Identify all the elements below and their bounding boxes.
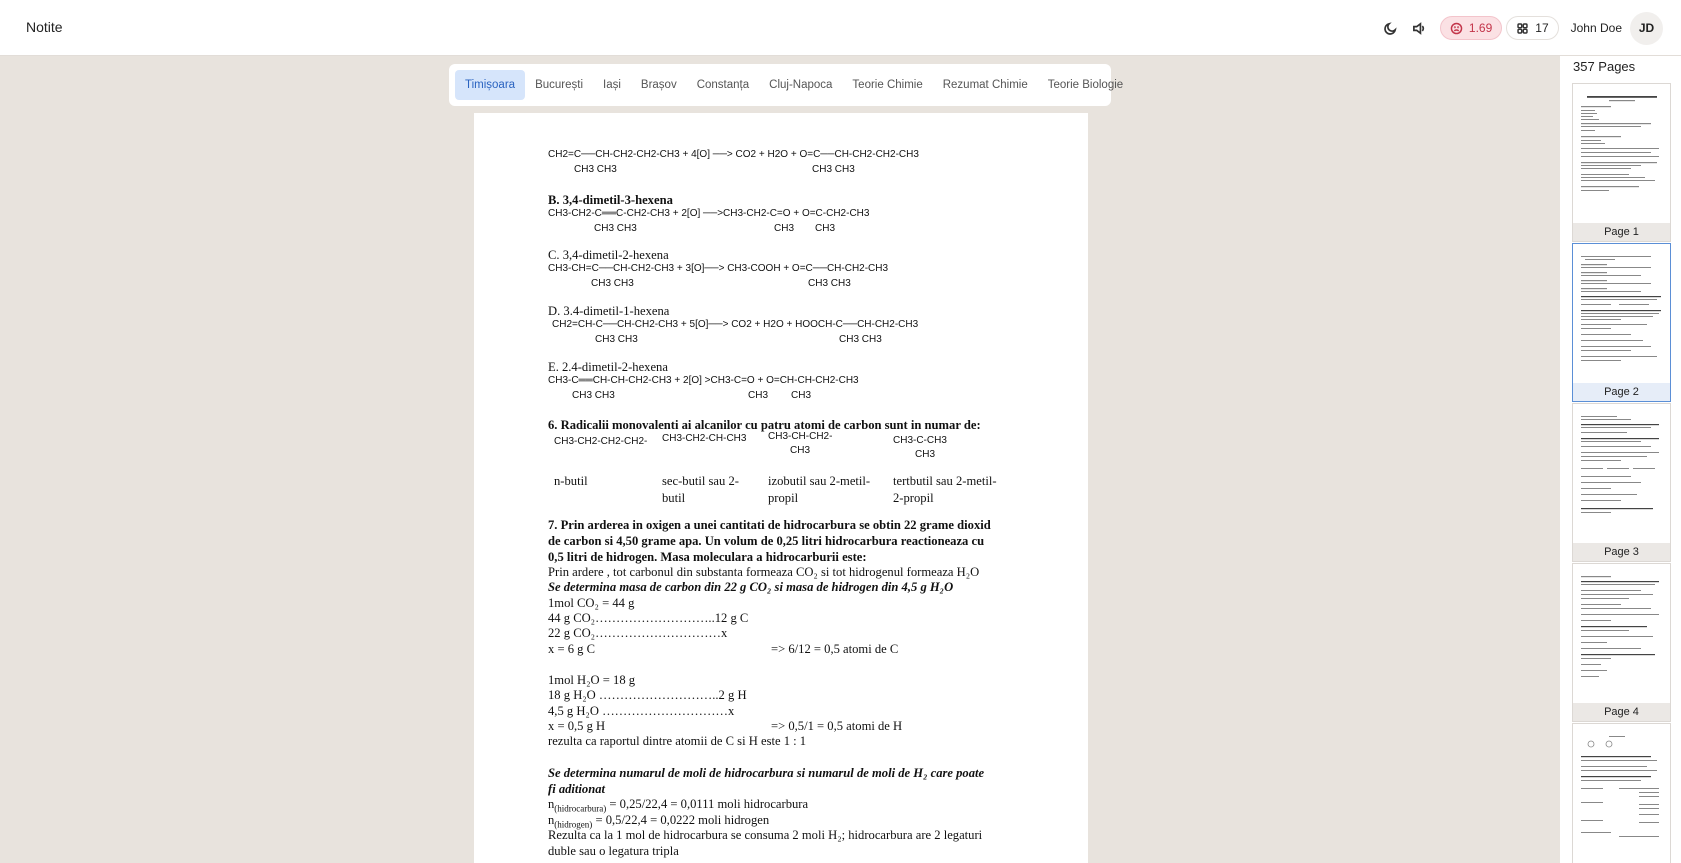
radical-3-name: izobutil sau 2-metil-: [768, 474, 871, 488]
radical-3-formula: CH3-CH-CH2-: [768, 431, 833, 442]
reaction-c-substituents: CH3 CH3: [591, 278, 634, 289]
radical-4-branch: CH3: [915, 449, 936, 460]
moles-hydrocarbon-value: = 0,25/22,4 = 0,0111 moli hidrocarbura: [606, 797, 809, 811]
tab-rezumat-chimie[interactable]: Rezumat Chimie: [942, 79, 1028, 91]
page-preview: [1579, 252, 1665, 374]
moles-hydrocarbon-subscript: (hidrocarbura): [554, 803, 607, 814]
radical-2-name: sec-butil sau 2-: [662, 474, 739, 488]
radical-3-branch: CH3: [790, 445, 811, 456]
page-thumbnail-active[interactable]: [1572, 243, 1671, 402]
carbon-calc-4: x = 6 g C: [548, 642, 595, 656]
carbon-calc-result: => 6/12 = 0,5 atomi de C: [771, 642, 899, 656]
page-preview: [1579, 572, 1665, 694]
tab-iasi[interactable]: Iași: [603, 79, 621, 91]
page-thumbnail[interactable]: [1572, 723, 1671, 863]
hydrogen-calc-result: => 0,5/1 = 0,5 atomi de H: [771, 719, 903, 733]
radical-2-formula: CH3-CH2-CH-CH3: [662, 433, 747, 444]
page-thumbnails-sidebar: [1560, 56, 1681, 863]
count-badge[interactable]: [1506, 16, 1558, 40]
radical-3-name-cont: propil: [768, 491, 799, 505]
carbon-calc-2: 44 g CO₂………………………..12 g C: [548, 611, 749, 625]
reaction-b-substituents: CH3 CH3: [594, 223, 637, 234]
reaction-a-equation: CH2=C──CH-CH2-CH2-CH3 + 4[O] ──> CO2 + H2O + O=C──CH-CH2-CH2-CH3: [548, 149, 919, 160]
ratio-conclusion: rezulta ca raportul dintre atomii de C si H este 1 : 1: [548, 734, 807, 748]
page-thumbnail[interactable]: [1572, 83, 1671, 242]
page-label: Page 1: [1573, 223, 1670, 241]
reaction-d-title: D. 3.4-dimetil-1-hexena: [548, 304, 670, 318]
question-6: 6. Radicalii monovalenti ai alcanilor cu patru atomi de carbon sunt in numar de:: [548, 418, 981, 432]
reaction-d-substituents: CH3 CH3: [595, 334, 638, 345]
hydrogen-calc-2: 18 g H₂O ………………………..2 g H: [548, 688, 747, 702]
speaker-icon[interactable]: [1407, 15, 1433, 41]
count-value: 17: [1535, 21, 1549, 35]
answer-heading-2: Se determina numarul de moli de hidrocarbura si numarul de moli de H₂ care poate: [548, 766, 985, 780]
moles-hydrocarbon-symbol: n: [548, 797, 555, 811]
radical-4-name-cont: 2-propil: [893, 491, 934, 505]
radical-1-formula: CH3-CH2-CH2-CH2-: [554, 436, 648, 447]
question-7-line-2: de carbon si 4,50 grame apa. Un volum de 0,25 litri hidrocarbura reactioneaza cu: [548, 534, 985, 548]
page-label: Page 4: [1573, 703, 1670, 721]
reaction-d-product-substituents: CH3 CH3: [839, 334, 882, 345]
tab-bucuresti[interactable]: București: [535, 79, 583, 91]
result-line-1: Rezulta ca la 1 mol de hidrocarbura se consuma 2 moli H₂; hidrocarbura are 2 legaturi: [548, 828, 983, 842]
answer-heading-2-cont: fi aditionat: [548, 782, 606, 796]
reaction-c-equation: CH3-CH=C──CH-CH2-CH3 + 3[O]──> CH3-COOH + O=C──CH-CH2-CH3: [548, 263, 889, 274]
hydrogen-calc-1: 1mol H₂O = 18 g: [548, 673, 636, 687]
tab-cluj-napoca[interactable]: Cluj-Napoca: [769, 79, 833, 91]
page-preview: [1579, 732, 1665, 854]
reaction-b-product-substituent-2: CH3: [815, 223, 836, 234]
question-7-line-3: 0,5 litri de hidrogen. Masa moleculara a hidrocarburii este:: [548, 550, 867, 564]
reaction-c-product-substituents: CH3 CH3: [808, 278, 851, 289]
radical-1-name: n-butil: [554, 474, 588, 488]
reaction-b-product-substituent-1: CH3: [774, 223, 795, 234]
reaction-e-substituents: CH3 CH3: [572, 390, 615, 401]
moles-hydrogen-symbol: n: [548, 813, 555, 827]
tab-teorie-chimie[interactable]: Teorie Chimie: [852, 79, 923, 91]
page-thumbnail[interactable]: [1572, 403, 1671, 562]
question-7-line-1: 7. Prin arderea in oxigen a unei cantitati de hidrocarbura se obtin 22 grame dioxid: [548, 518, 991, 532]
tab-teorie-biologie[interactable]: Teorie Biologie: [1047, 79, 1124, 91]
hydrogen-calc-4: x = 0,5 g H: [548, 719, 606, 733]
radical-2-name-cont: butil: [662, 491, 686, 505]
radical-4-name: tertbutil sau 2-metil-: [893, 474, 997, 488]
page-label: Page 2: [1573, 383, 1670, 401]
reaction-b-equation: CH3-CH2-C══C-CH2-CH3 + 2[O] ──>CH3-CH2-C=O + O=C-CH2-CH3: [548, 208, 870, 219]
hydrogen-calc-3: 4,5 g H₂O …………………………x: [548, 704, 735, 718]
moles-hydrogen-value: = 0,5/22,4 = 0,0222 moli hidrogen: [592, 813, 770, 827]
reaction-e-title: E. 2.4-dimetil-2-hexena: [548, 360, 668, 374]
reaction-d-equation: CH2=CH-C──CH-CH2-CH3 + 5[O]──> CO2 + H2O + HOOCH-C──CH-CH2-CH3: [552, 319, 919, 330]
grid-icon: [1516, 22, 1529, 35]
reaction-e-product-substituent-2: CH3: [791, 390, 812, 401]
reaction-e-equation: CH3-C══CH-CH-CH2-CH3 + 2[O] >CH3-C=O + O=CH-CH-CH2-CH3: [548, 375, 859, 386]
tab-constanta[interactable]: Constanța: [696, 79, 750, 91]
reaction-a-product-substituents: CH3 CH3: [812, 164, 855, 175]
top-bar: [0, 0, 1681, 56]
reaction-b-title: B. 3,4-dimetil-3-hexena: [548, 193, 673, 207]
header-actions: [1378, 13, 1663, 43]
moon-icon[interactable]: [1378, 15, 1404, 41]
city-tabs: [449, 64, 1124, 106]
moles-hydrogen-subscript: (hidrogen): [554, 819, 593, 830]
avatar[interactable]: JD: [1630, 12, 1663, 45]
carbon-calc-1: 1mol CO₂ = 44 g: [548, 596, 635, 610]
page-preview: [1579, 92, 1665, 214]
pages-count: 357 Pages: [1573, 59, 1636, 74]
answer-heading-1: Se determina masa de carbon din 22 g CO₂ si masa de hidrogen din 4,5 g H₂O: [548, 580, 954, 594]
result-line-2: duble sau o legatura tripla: [548, 844, 679, 858]
carbon-calc-3: 22 g CO₂…………………………x: [548, 626, 728, 640]
sad-face-icon: [1450, 22, 1463, 35]
radical-4-formula: CH3-C-CH3: [893, 435, 947, 446]
reaction-e-product-substituent-1: CH3: [748, 390, 769, 401]
score-value: 1.69: [1468, 21, 1493, 35]
page-preview: [1579, 412, 1665, 534]
reaction-a-substituents: CH3 CH3: [574, 164, 617, 175]
app-title: Notite: [26, 19, 63, 35]
score-badge[interactable]: [1440, 16, 1502, 40]
reaction-c-title: C. 3,4-dimetil-2-hexena: [548, 248, 669, 262]
user-name[interactable]: John Doe: [1570, 21, 1622, 35]
page-label: Page 3: [1573, 543, 1670, 561]
document-page: [474, 113, 1088, 863]
page-thumbnail[interactable]: [1572, 563, 1671, 722]
tab-brasov[interactable]: Brașov: [640, 79, 677, 91]
answer-paragraph-1: Prin ardere , tot carbonul din substanta formeaza CO₂ si tot hidrogenul formeaza H₂O: [548, 565, 980, 579]
tab-timisoara[interactable]: Timișoara: [455, 70, 525, 100]
